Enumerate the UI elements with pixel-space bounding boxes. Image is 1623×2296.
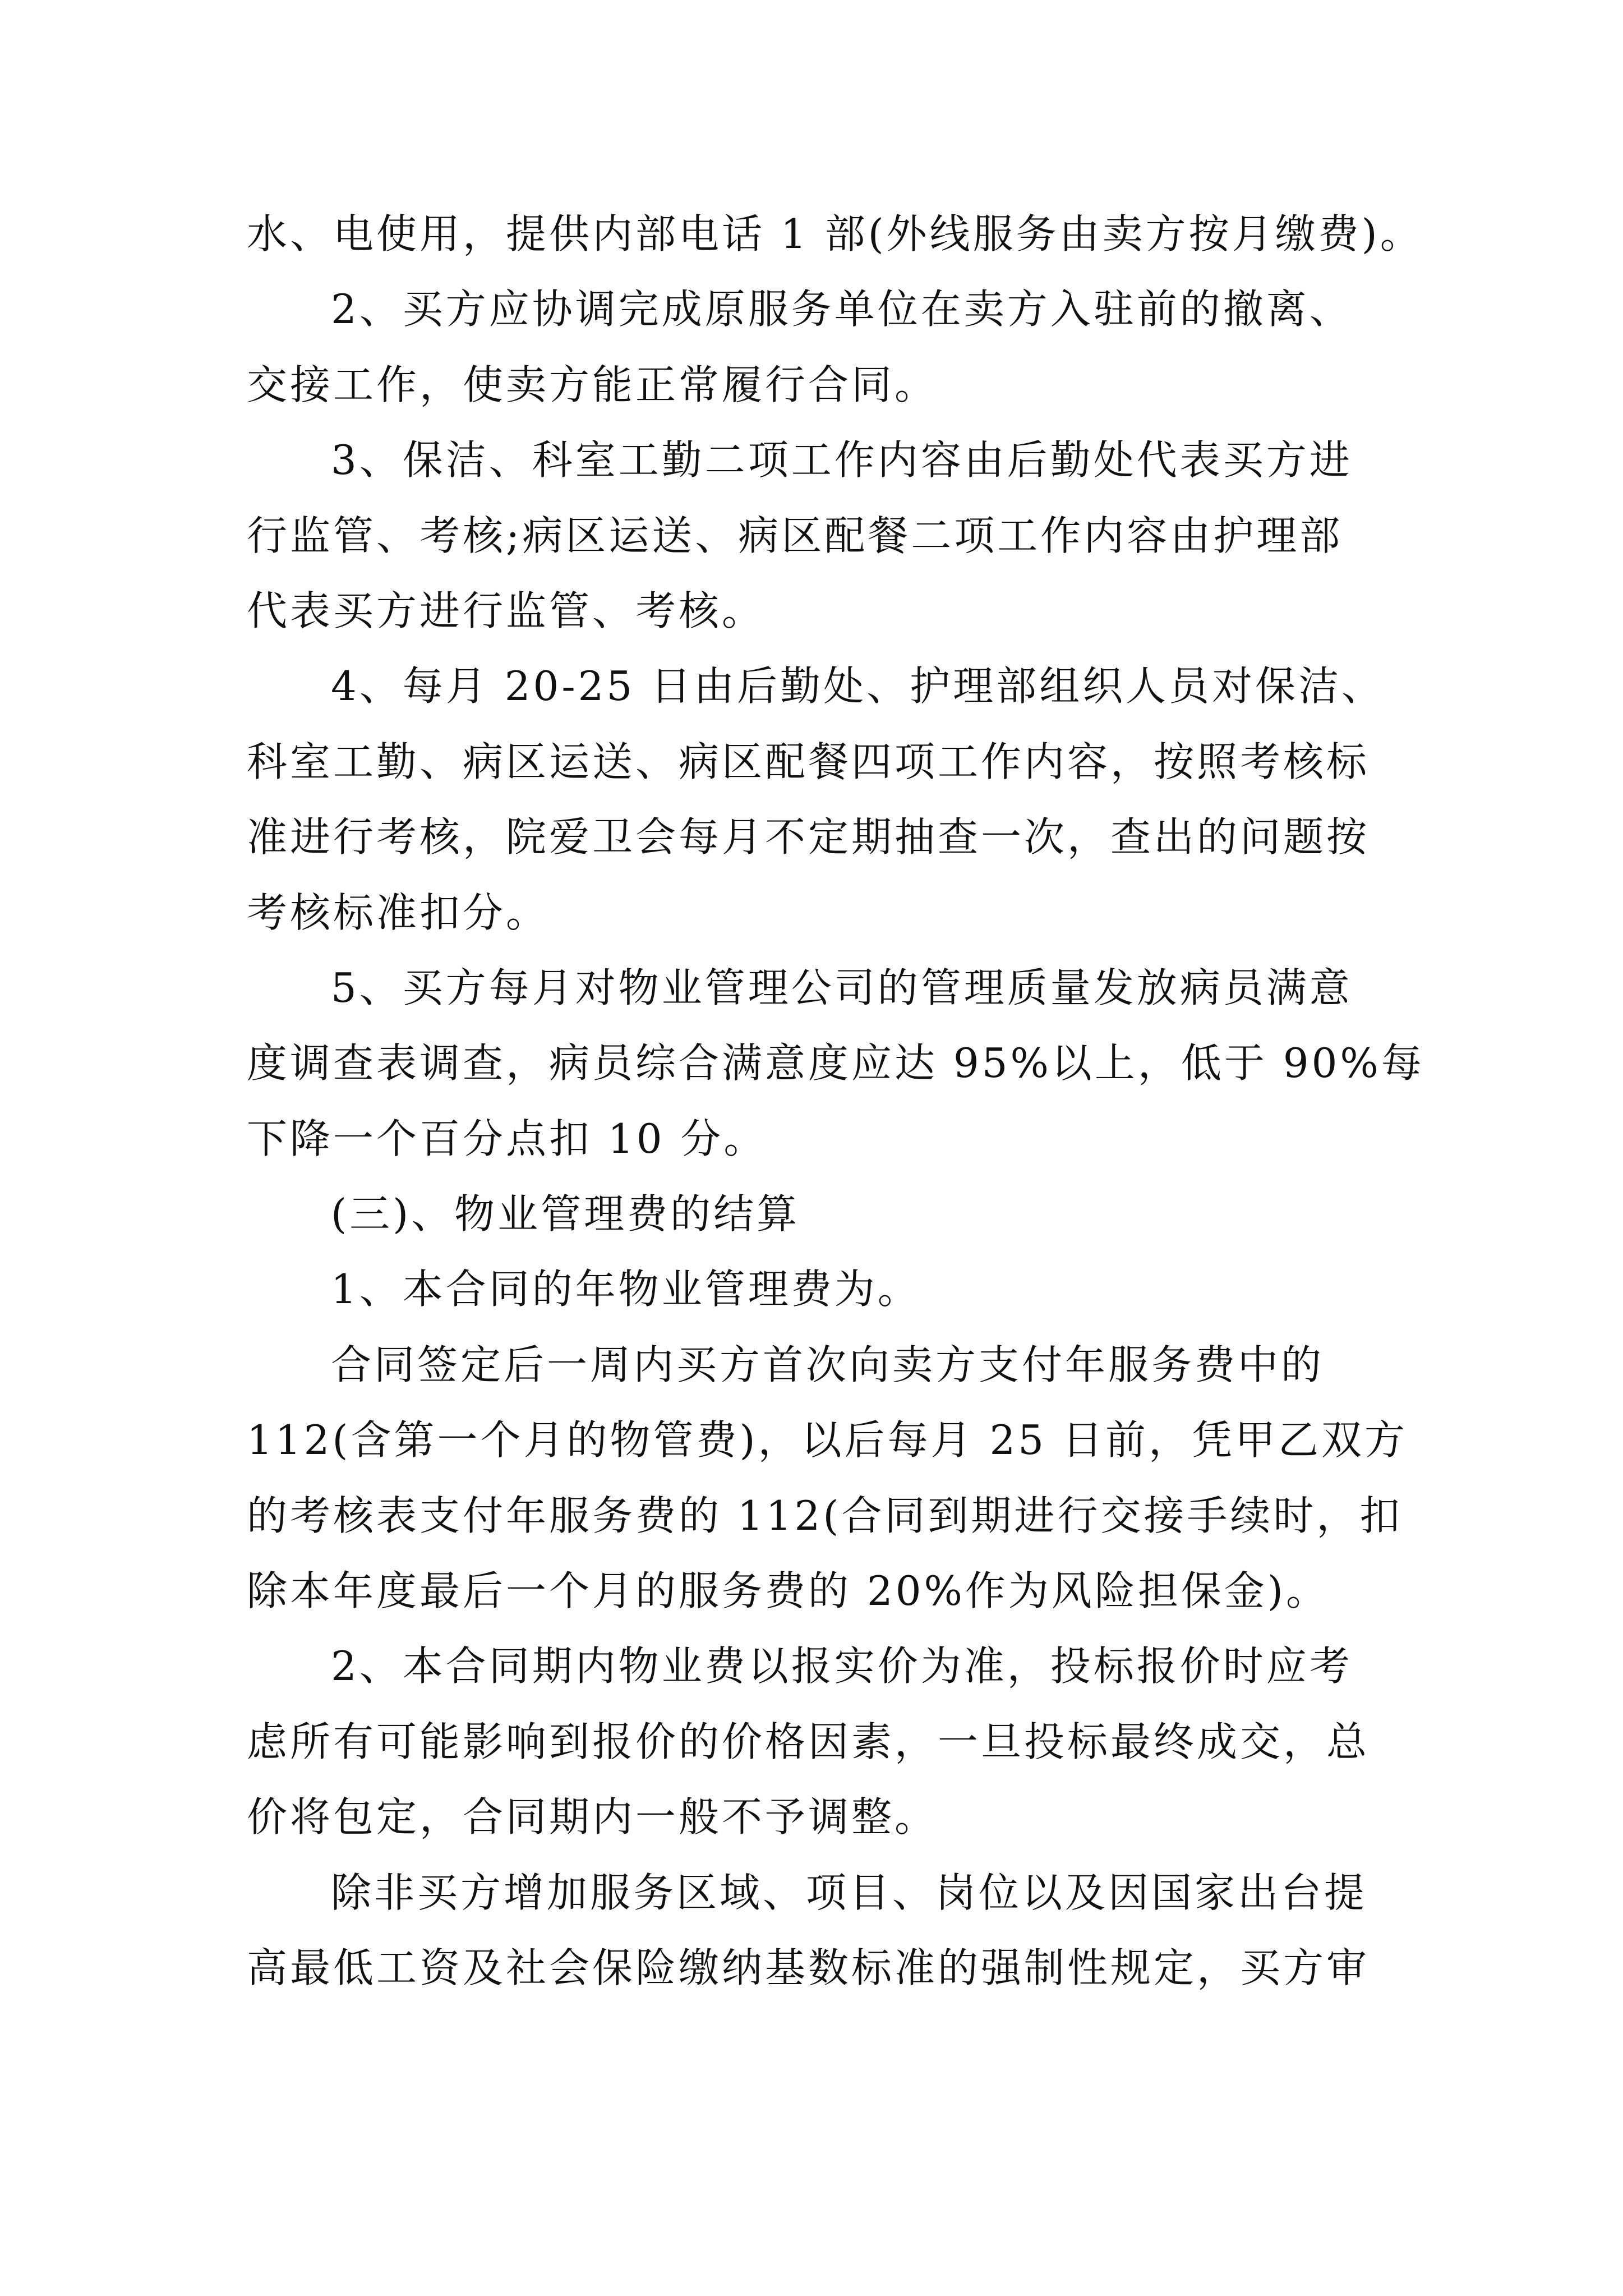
text-line: 代表买方进行监管、考核。	[247, 587, 766, 634]
text-line: 考核标准扣分。	[247, 889, 550, 936]
text-line: 虑所有可能影响到报价的价格因素，一旦投标最终成交，总	[247, 1718, 1370, 1765]
text-line: 度调查表调查，病员综合满意度应达 95%以上，低于 90%每	[247, 1039, 1424, 1087]
text-line: 合同签定后一周内买方首次向卖方支付年服务费中的	[331, 1341, 1325, 1388]
text-line: 5、买方每月对物业管理公司的管理质量发放病员满意	[331, 964, 1353, 1011]
text-line: 除本年度最后一个月的服务费的 20%作为风险担保金)。	[247, 1567, 1330, 1615]
text-line: (三)、物业管理费的结算	[331, 1190, 800, 1238]
text-line: 112(含第一个月的物管费)，以后每月 25 日前，凭甲乙双方	[247, 1416, 1408, 1464]
text-line: 1、本合同的年物业管理费为。	[331, 1266, 921, 1313]
text-line: 科室工勤、病区运送、病区配餐四项工作内容，按照考核标	[247, 738, 1370, 785]
text-line: 4、每月 20-25 日由后勤处、护理部组织人员对保洁、	[331, 662, 1385, 710]
text-line: 的考核表支付年服务费的 112(合同到期进行交接手续时，扣	[247, 1492, 1403, 1539]
body-text	[247, 196, 1424, 2005]
text-line: 3、保洁、科室工勤二项工作内容由后勤处代表买方进	[331, 436, 1353, 484]
text-line: 2、本合同期内物业费以报实价为准，投标报价时应考	[331, 1642, 1353, 1690]
text-line: 准进行考核，院爱卫会每月不定期抽查一次，查出的问题按	[247, 813, 1370, 861]
text-line: 除非买方增加服务区域、项目、岗位以及因国家出台提	[331, 1869, 1368, 1916]
text-line: 高最低工资及社会保险缴纳基数标准的强制性规定，买方审	[247, 1944, 1370, 1991]
text-line: 水、电使用，提供内部电话 1 部(外线服务由卖方按月缴费)。	[247, 210, 1423, 257]
text-line: 价将包定，合同期内一般不予调整。	[247, 1793, 938, 1841]
text-line: 行监管、考核;病区运送、病区配餐二项工作内容由护理部	[247, 512, 1343, 559]
text-line: 交接工作，使卖方能正常履行合同。	[247, 361, 938, 408]
text-line: 下降一个百分点扣 10 分。	[247, 1115, 767, 1162]
text-line: 2、买方应协调完成原服务单位在卖方入驻前的撤离、	[331, 286, 1353, 333]
